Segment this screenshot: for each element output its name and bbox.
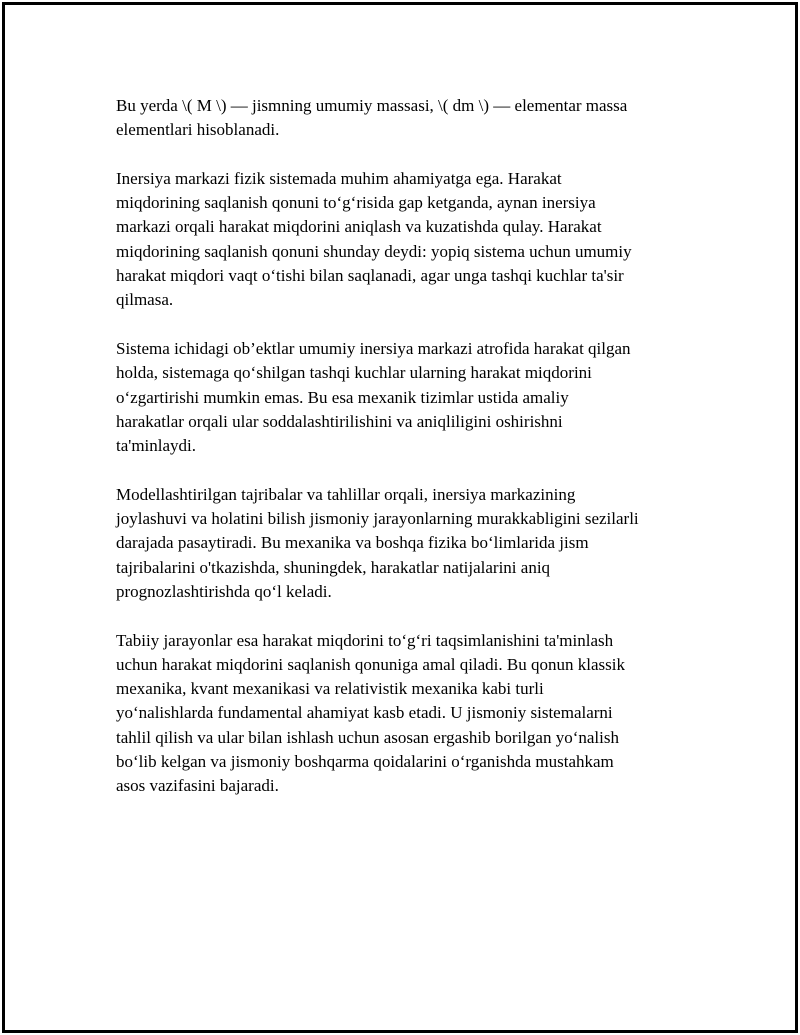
document-body	[116, 94, 706, 823]
paragraph-1: Bu yerda \( M \) — jismning umumiy massasi, \( dm \) — elementar massa elementlari hisoblanadi.	[116, 96, 628, 140]
paragraph-5: Tabiiy jarayonlar esa harakat miqdorini to‘g‘ri taqsimlanishini ta'minlash uchun harakat miqdorini saqlanish qonuniga amal qiladi. Bu qonun klassik mexanika, kvant mexanikasi va relativistik mexanika kabi turli yo‘nalishlarda fundamental ahamiyat kasb etadi. U jismoniy sistemalarni tahlil qilish va ular bilan ishlash uchun asosan ergashib borilgan yo‘nalish bo‘lib kelgan va jismoniy boshqarma qoidalarini o‘rganishda mustahkam asos vazifasini bajaradi.	[116, 630, 625, 796]
paragraph-3: Sistema ichidagi ob’ektlar umumiy inersiya markazi atrofida harakat qilgan holda, sistemaga qo‘shilgan tashqi kuchlar ularning harakat miqdorini o‘zgartirishi mumkin emas. Bu esa mexanik tizimlar ustida amaliy harakatlar orqali ular soddalashtirilishini va aniqliligini oshirishni ta'minlaydi.	[116, 338, 631, 456]
paragraph-4: Modellashtirilgan tajribalar va tahlillar orqali, inersiya markazining joylashuvi va holatini bilish jismoniy jarayonlarning murakkabligini sezilarli darajada pasaytiradi. Bu mexanika va boshqa fizika bo‘limlarida jism tajribalarini o'tkazishda, shuningdek, harakatlar natijalarini aniq prognozlashtirishda qo‘l keladi.	[116, 484, 639, 601]
paragraph-2: Inersiya markazi fizik sistemada muhim ahamiyatga ega. Harakat miqdorining saqlanish qonuni to‘g‘risida gap ketganda, aynan inersiya markazi orqali harakat miqdorini aniqlash va kuzatishda qulay. Harakat miqdorining saqlanish qonuni shunday deydi: yopiq sistema uchun umumiy harakat miqdori vaqt o‘tishi bilan saqlanadi, agar unga tashqi kuchlar ta'sir qilmasa.	[116, 168, 632, 310]
